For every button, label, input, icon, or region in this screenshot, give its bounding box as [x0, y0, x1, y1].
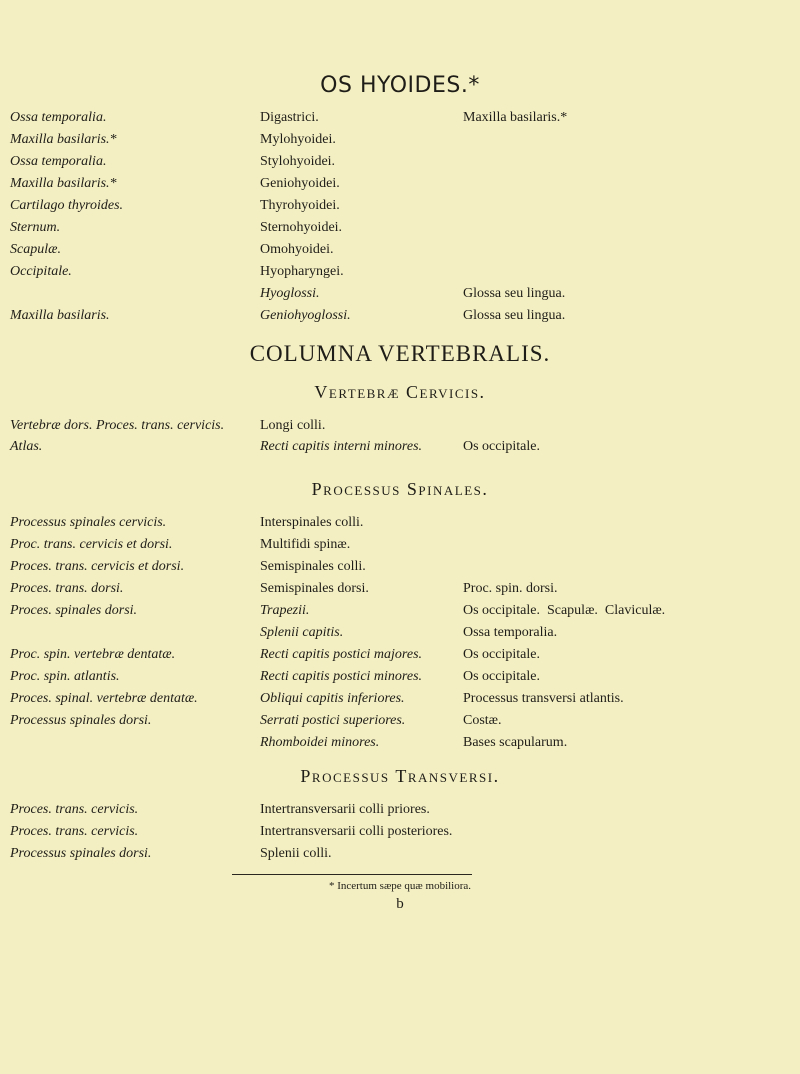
subsection-title-processus-transversi: Processus Transversi.	[300, 766, 500, 786]
origin-line: Proc. spin. vertebræ dentatæ.	[10, 647, 176, 662]
muscle-line: Stylohyoidei.	[260, 154, 336, 169]
muscle-line: Geniohyoidei.	[260, 176, 340, 191]
origin-line: Occipitale.	[10, 264, 72, 279]
origin-line: Proces. trans. cervicis.	[10, 802, 139, 817]
footnote: * Incertum sæpe quæ mobiliora.	[328, 880, 472, 892]
origin-line: Proc. spin. atlantis.	[10, 669, 120, 684]
insertion-line: Ossa temporalia.	[463, 625, 558, 640]
muscle-line: Recti capitis postici minores.	[260, 669, 423, 684]
origin-line: Ossa temporalia.	[10, 154, 107, 169]
muscle-line: Digastrici.	[260, 110, 319, 125]
insertion-line: Os occipitale. Scapulæ. Claviculæ.	[463, 603, 666, 618]
origin-line: Maxilla basilaris.	[10, 308, 110, 323]
section-title-os-hyoides: OS HYOIDES.*	[320, 73, 480, 98]
origin-line: Proc. trans. cervicis et dorsi.	[10, 537, 173, 552]
section-title-columna-vertebralis: COLUMNA VERTEBRALIS.	[249, 341, 551, 366]
muscle-line: Sternohyoidei.	[260, 220, 343, 235]
muscle-line: Intertransversarii colli priores.	[260, 802, 430, 817]
muscle-line: Semispinales dorsi.	[260, 581, 369, 596]
muscle-line: Thyrohyoidei.	[260, 198, 340, 213]
insertion-line: Glossa seu lingua.	[463, 308, 566, 323]
muscle-line: Rhomboidei minores.	[260, 735, 380, 750]
origin-line: Cartilago thyroides.	[10, 198, 124, 213]
insertion-line: Glossa seu lingua.	[463, 286, 566, 301]
insertion-line: Maxilla basilaris.*	[463, 110, 568, 125]
muscle-line: Splenii colli.	[260, 846, 332, 861]
insertion-line: Os occipitale.	[463, 669, 540, 684]
origin-line: Processus spinales dorsi.	[10, 713, 152, 728]
footnote-rule	[232, 874, 472, 875]
origin-line: Maxilla basilaris.*	[10, 132, 117, 147]
insertion-line: Processus transversi atlantis.	[463, 691, 624, 706]
muscle-line: Obliqui capitis inferiores.	[260, 691, 405, 706]
muscle-line: Trapezii.	[260, 603, 310, 618]
origin-line: Atlas.	[10, 439, 43, 454]
origin-line: Proces. spinal. vertebræ dentatæ.	[10, 691, 198, 706]
muscle-line: Serrati postici superiores.	[260, 713, 406, 728]
origin-line: Sternum.	[10, 220, 61, 235]
muscle-line: Interspinales colli.	[260, 515, 364, 530]
muscle-line: Splenii capitis.	[260, 625, 344, 640]
insertion-line: Proc. spin. dorsi.	[463, 581, 558, 596]
muscle-line: Recti capitis postici majores.	[260, 647, 423, 662]
muscle-line: Mylohyoidei.	[260, 132, 336, 147]
muscle-line: Hyoglossi.	[260, 286, 320, 301]
muscle-line: Semispinales colli.	[260, 559, 366, 574]
origin-line: Proces. trans. cervicis et dorsi.	[10, 559, 185, 574]
origin-line: Proces. trans. cervicis.	[10, 824, 139, 839]
origin-line: Proces. trans. dorsi.	[10, 581, 124, 596]
subsection-title-processus-spinales: Processus Spinales.	[311, 479, 489, 499]
origin-line: Processus spinales cervicis.	[10, 515, 167, 530]
origin-line: Proces. spinales dorsi.	[10, 603, 138, 618]
origin-line: Ossa temporalia.	[10, 110, 107, 125]
insertion-line: Costæ.	[463, 713, 502, 728]
muscle-line: Omohyoidei.	[260, 242, 334, 257]
origin-line: Vertebræ dors. Proces. trans. cervicis.	[10, 418, 225, 433]
muscle-line: Geniohyoglossi.	[260, 308, 351, 323]
muscle-line: Recti capitis interni minores.	[260, 439, 423, 454]
muscle-line: Hyopharyngei.	[260, 264, 344, 279]
origin-line: Processus spinales dorsi.	[10, 846, 152, 861]
origin-line: Maxilla basilaris.*	[10, 176, 117, 191]
insertion-line: Os occipitale.	[463, 647, 540, 662]
muscle-line: Intertransversarii colli posteriores.	[260, 824, 453, 839]
signature-mark: b	[396, 896, 404, 912]
origin-line: Scapulæ.	[10, 242, 61, 257]
insertion-line: Bases scapularum.	[463, 735, 568, 750]
muscle-line: Multifidi spinæ.	[260, 537, 351, 552]
subsection-title-vertebrae-cervicis: Vertebræ Cervicis.	[314, 382, 486, 402]
insertion-line: Os occipitale.	[463, 439, 540, 454]
muscle-line: Longi colli.	[260, 418, 326, 433]
